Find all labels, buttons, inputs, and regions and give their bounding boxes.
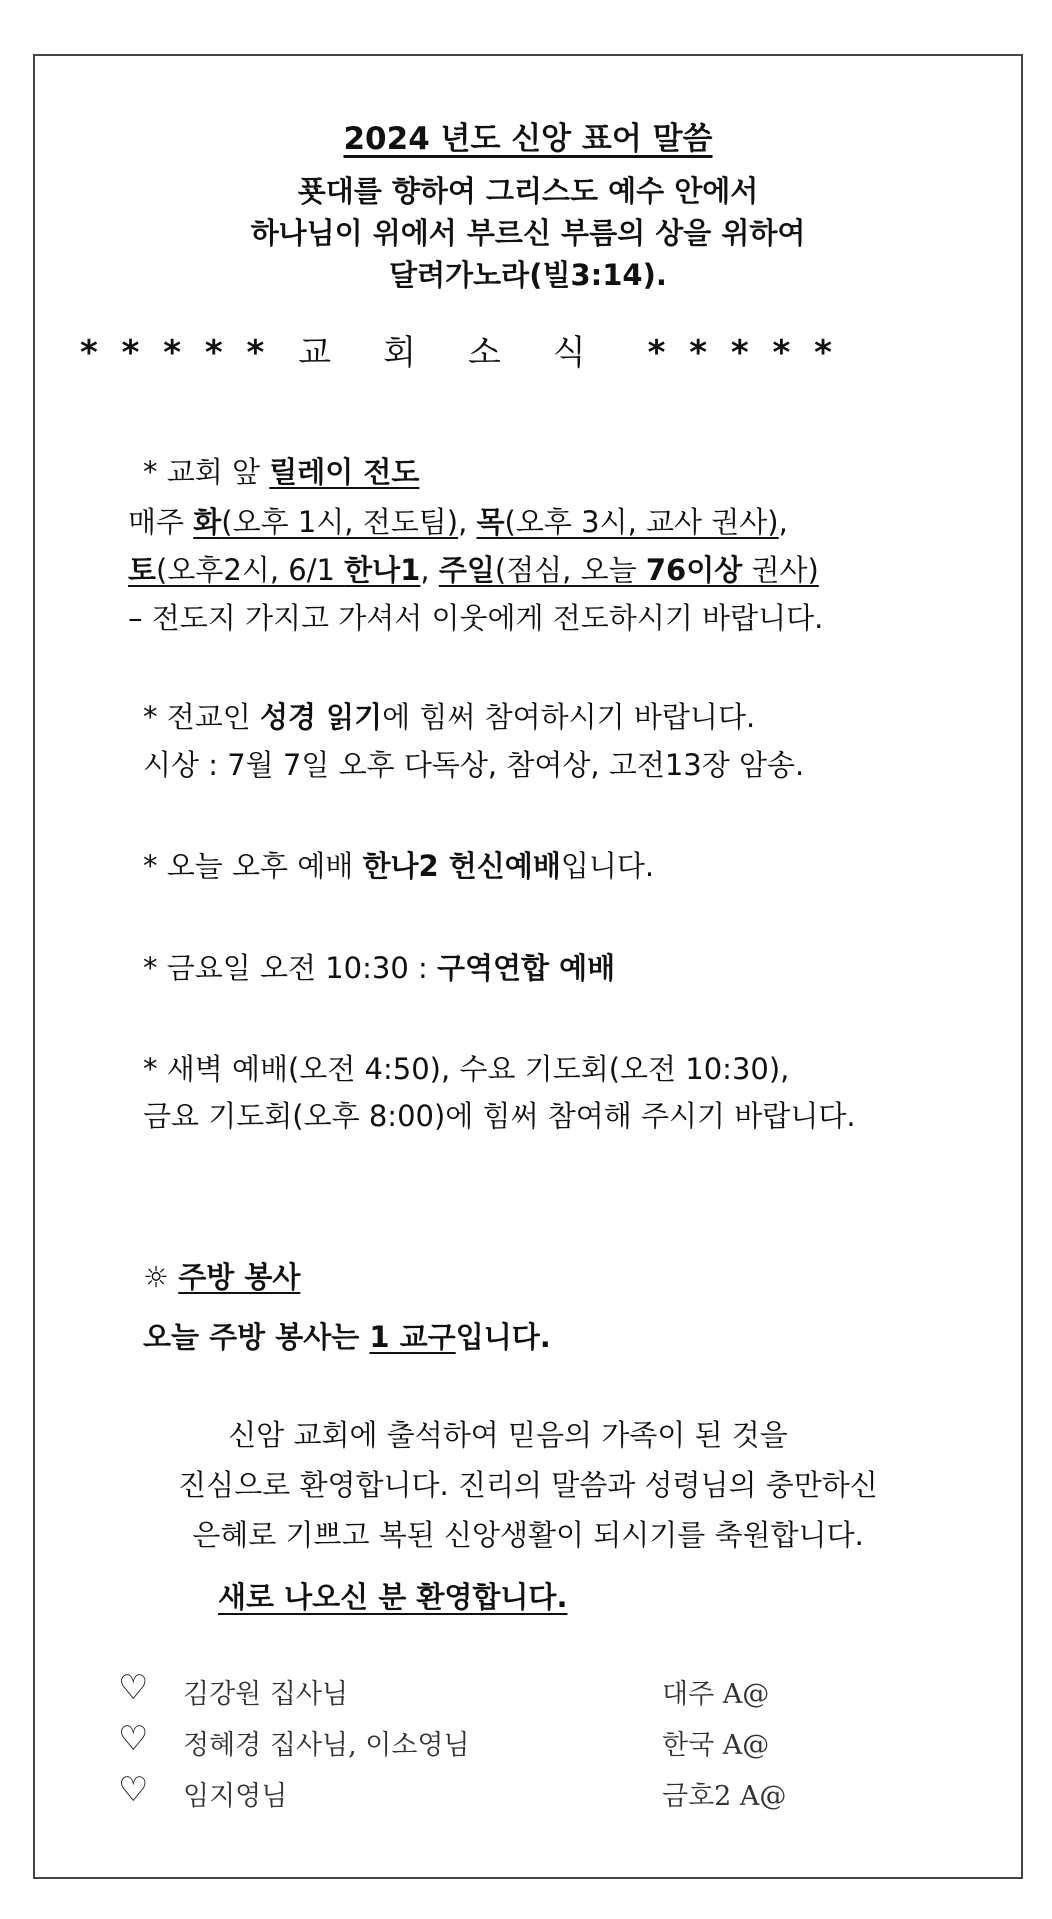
kitchen-heading [143, 1255, 300, 1296]
banner-stars-left: * * * * * [80, 333, 271, 373]
relay-saturday-detail: (오후2시, 6/1 [156, 553, 345, 587]
kitchen-suffix: 입니다. [455, 1320, 551, 1354]
prayer-line-2: 금요 기도회(오후 8:00)에 힘써 참여해 주시기 바랍니다. [143, 1099, 856, 1133]
relay-comma: , [778, 505, 788, 539]
kitchen-prefix: 오늘 주방 봉사는 [143, 1320, 370, 1354]
welcome-line-1: 신암 교회에 출석하여 믿음의 가족이 된 것을 [228, 1418, 788, 1452]
worship-prefix: * 오늘 오후 예배 [143, 849, 363, 883]
bible-reading-title: 성경 읽기 [259, 700, 383, 734]
relay-heading [143, 450, 419, 491]
welcome-line-3: 은혜로 기쁘고 복된 신앙생활이 되시기를 축원합니다. [192, 1518, 864, 1552]
newcomer-region: 금호2 A@ [662, 1781, 787, 1812]
friday-title: 구역연합 예배 [437, 951, 616, 985]
motto-verse-line-2: 하나님이 위에서 부르신 부름의 상을 위하여 [250, 216, 806, 250]
relay-bullet: * 교회 앞 [143, 455, 270, 489]
relay-separator-2: , [420, 553, 439, 587]
banner-stars-right: * * * * * [647, 333, 838, 373]
prayer-line-1: * 새벽 예배(오전 4:50), 수요 기도회(오전 10:30), [143, 1052, 790, 1086]
heart-icon: ♡ [118, 1668, 149, 1708]
bible-reading-line-2: 시상 : 7월 7일 오후 다독상, 참여상, 고전13장 암송. [143, 748, 805, 782]
kitchen-group: 1 교구 [369, 1320, 456, 1354]
motto-verse-line-1: 푯대를 향하여 그리스도 예수 안에서 [297, 174, 759, 208]
motto-title: 2024 년도 신앙 표어 말씀 [343, 121, 713, 157]
bible-suffix: 에 힘써 참여하시기 바랍니다. [382, 700, 756, 734]
friday-worship [143, 946, 615, 987]
relay-sunday-end: 권사) [742, 553, 819, 587]
newcomer-row [118, 1719, 148, 1759]
relay-title: 릴레이 전도 [269, 455, 420, 489]
relay-tuesday-detail: (오후 1시, 전도팀) [221, 505, 459, 539]
newcomer-region: 대주 A@ [662, 1679, 770, 1710]
newcomer-name: 김강원 집사님 [183, 1679, 349, 1710]
relay-age: 76이상 [645, 553, 743, 587]
kitchen-line [143, 1315, 551, 1356]
newcomer-name: 정혜경 집사님, 이소영님 [183, 1730, 470, 1761]
relay-sunday-detail: (점심, 오늘 [494, 553, 646, 587]
kitchen-title: 주방 봉사 [178, 1260, 301, 1294]
friday-prefix: * 금요일 오전 10:30 : [143, 951, 438, 985]
worship-title: 한나2 헌신예배 [362, 849, 561, 883]
newcomer-region: 한국 A@ [662, 1730, 770, 1761]
bible-prefix: * 전교인 [143, 700, 260, 734]
relay-weekly-text: 매주 [128, 505, 194, 539]
welcome-line-2: 진심으로 환영합니다. 진리의 말씀과 성령님의 충만하신 [178, 1468, 878, 1502]
news-banner [80, 325, 838, 374]
relay-hana1: 한나1 [344, 553, 421, 587]
afternoon-worship [143, 844, 654, 885]
newcomer-row [118, 1770, 148, 1810]
motto-verse-line-3: 달려가노라(빌3:14). [389, 258, 667, 292]
relay-line-3: – 전도지 가지고 가셔서 이웃에게 전도하시기 바랍니다. [128, 601, 824, 635]
relay-thursday: 목 [476, 505, 505, 539]
relay-saturday: 토 [128, 553, 157, 587]
banner-title: 교회소식 [298, 333, 638, 373]
worship-suffix: 입니다. [560, 849, 655, 883]
relay-line-1 [128, 500, 788, 541]
relay-separator: , [458, 505, 477, 539]
heart-icon: ♡ [118, 1719, 149, 1759]
heart-icon: ♡ [118, 1770, 149, 1810]
relay-tuesday: 화 [193, 505, 222, 539]
relay-line-2 [128, 548, 819, 589]
welcome-heading: 새로 나오신 분 환영합니다. [218, 1580, 568, 1614]
relay-sunday: 주일 [438, 553, 495, 587]
relay-thursday-detail: (오후 3시, 교사 권사) [504, 505, 779, 539]
bible-reading-line-1 [143, 695, 755, 736]
newcomer-row [118, 1668, 148, 1708]
sun-icon: ☼ [143, 1260, 169, 1294]
newcomer-name: 임지영님 [183, 1781, 288, 1812]
